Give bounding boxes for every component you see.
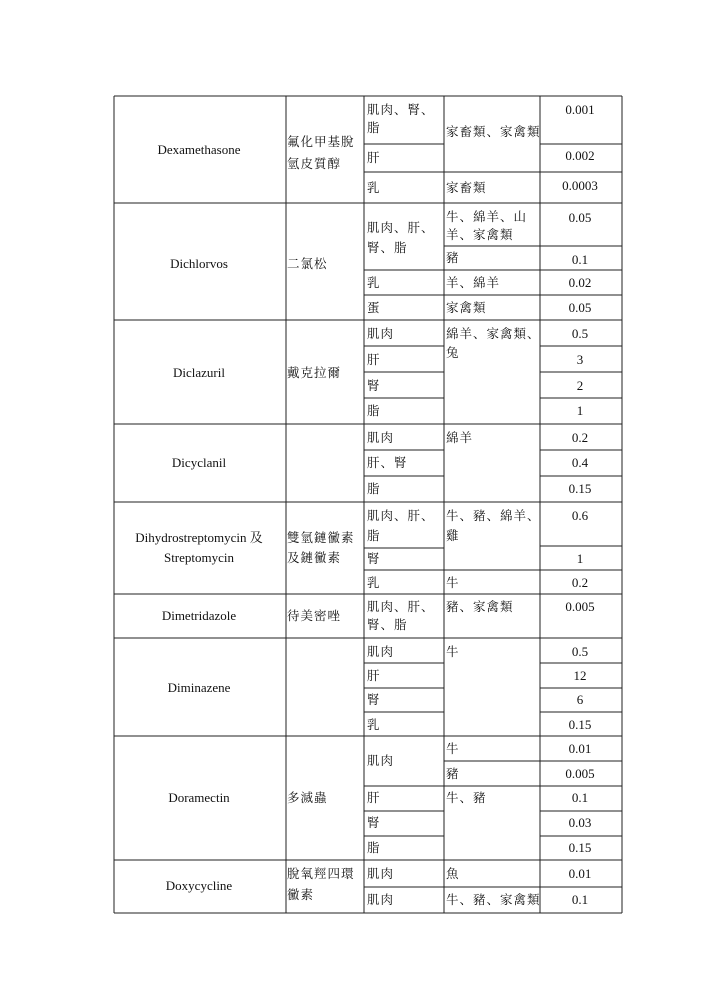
tissue-cell: 肌肉、肝、 (367, 508, 435, 523)
drug-name-zh: 二氯松 (287, 256, 328, 271)
mrl-value: 0.01 (568, 866, 592, 881)
species-cell: 家禽類 (446, 300, 487, 315)
mrl-value: 1 (576, 403, 584, 418)
drug-name-zh: 戴克拉爾 (287, 365, 342, 380)
mrl-value: 0.1 (571, 252, 589, 267)
tissue-cell: 脂 (367, 120, 381, 135)
mrl-value: 0.0003 (562, 178, 598, 193)
mrl-value: 0.005 (565, 766, 595, 781)
drug-name: Streptomycin (163, 550, 235, 565)
tissue-cell: 肌肉 (367, 430, 395, 445)
species-cell: 牛 (446, 644, 460, 659)
mrl-value: 0.002 (565, 148, 595, 163)
drug-name: Doxycycline (165, 878, 233, 893)
tissue-cell: 腎 (367, 378, 381, 393)
tissue-cell: 肌肉、肝、 (367, 220, 435, 235)
mrl-value: 0.5 (571, 644, 589, 659)
species-cell: 牛、豬 (446, 790, 487, 805)
drug-name-zh: 黴素 (287, 887, 315, 902)
tissue-cell: 脂 (367, 528, 381, 543)
tissue-cell: 乳 (367, 717, 381, 732)
mrl-value: 12 (573, 668, 587, 683)
mrl-value: 0.001 (565, 102, 595, 117)
tissue-cell: 乳 (367, 180, 381, 195)
tissue-cell: 肌肉、肝、 (367, 599, 435, 614)
mrl-value: 0.15 (568, 840, 592, 855)
mrl-value: 0.1 (571, 790, 589, 805)
drug-name-zh: 氫皮質醇 (287, 156, 342, 171)
tissue-cell: 乳 (367, 575, 381, 590)
tissue-cell: 肌肉 (367, 326, 395, 341)
mrl-value: 0.15 (568, 717, 592, 732)
species-cell: 豬 (446, 250, 460, 265)
drug-name: Dichlorvos (170, 256, 228, 271)
drug-name-zh: 及鏈黴素 (287, 550, 342, 565)
tissue-cell: 腎 (367, 815, 381, 830)
drug-name: Doramectin (168, 790, 230, 805)
drug-name-zh: 氟化甲基脫 (287, 134, 355, 149)
tissue-cell: 腎、脂 (367, 240, 408, 255)
mrl-value: 3 (576, 352, 584, 367)
tissue-cell: 肝 (367, 790, 381, 805)
species-cell: 羊、綿羊 (446, 275, 501, 290)
mrl-value: 2 (576, 378, 584, 393)
drug-name: Dexamethasone (157, 142, 241, 157)
species-cell: 豬、家禽類 (446, 599, 514, 614)
species-cell: 家畜類、家禽類 (446, 124, 541, 139)
tissue-cell: 肝 (367, 668, 381, 683)
drug-name-zh: 雙氫鏈黴素 (287, 530, 355, 545)
mrl-value: 0.05 (568, 210, 592, 225)
species-cell: 豬 (446, 766, 460, 781)
drug-name: Dicyclanil (171, 455, 227, 470)
tissue-cell: 乳 (367, 275, 381, 290)
species-cell: 牛、豬、綿羊、 (446, 508, 541, 523)
mrl-value: 0.005 (565, 599, 595, 614)
drug-name-zh: 待美密唑 (287, 608, 342, 623)
drug-name: Diminazene (167, 680, 231, 695)
tissue-cell: 肝 (367, 150, 381, 165)
species-cell: 家畜類 (446, 180, 487, 195)
species-cell: 牛 (446, 575, 460, 590)
drug-name: Dihydrostreptomycin 及 (135, 530, 263, 545)
mrl-value: 0.1 (571, 892, 589, 907)
tissue-cell: 肌肉 (367, 753, 395, 768)
tissue-cell: 腎 (367, 692, 381, 707)
drug-name: Diclazuril (173, 365, 225, 380)
mrl-value: 0.15 (568, 481, 592, 496)
mrl-value: 0.2 (571, 430, 589, 445)
mrl-value: 0.01 (568, 741, 592, 756)
species-cell: 兔 (446, 345, 460, 360)
species-cell: 雞 (446, 528, 460, 543)
mrl-value: 0.4 (571, 455, 589, 470)
tissue-cell: 肌肉 (367, 644, 395, 659)
tissue-cell: 脂 (367, 840, 381, 855)
tissue-cell: 肝 (367, 352, 381, 367)
mrl-value: 0.02 (568, 275, 592, 290)
mrl-value: 0.2 (571, 575, 589, 590)
species-cell: 魚 (446, 866, 460, 881)
tissue-cell: 腎 (367, 551, 381, 566)
mrl-value: 0.5 (571, 326, 589, 341)
tissue-cell: 腎、脂 (367, 617, 408, 632)
species-cell: 牛 (446, 741, 460, 756)
drug-name-zh: 多滅蟲 (287, 790, 328, 805)
drug-name: Dimetridazole (161, 608, 237, 623)
mrl-value: 0.6 (571, 508, 589, 523)
drug-name-zh: 脫氧羥四環 (287, 866, 355, 881)
tissue-cell: 脂 (367, 481, 381, 496)
tissue-cell: 肌肉、腎、 (367, 102, 435, 117)
mrl-value: 0.05 (568, 300, 592, 315)
species-cell: 綿羊 (446, 430, 474, 445)
species-cell: 羊、家禽類 (446, 227, 514, 242)
mrl-value: 6 (576, 692, 584, 707)
species-cell: 牛、豬、家禽類 (446, 892, 541, 907)
tissue-cell: 脂 (367, 403, 381, 418)
tissue-cell: 肝、腎 (367, 455, 408, 470)
tissue-cell: 肌肉 (367, 892, 395, 907)
tissue-cell: 蛋 (367, 300, 381, 315)
species-cell: 牛、綿羊、山 (446, 209, 528, 224)
species-cell: 綿羊、家禽類、 (446, 326, 541, 341)
tissue-cell: 肌肉 (367, 866, 395, 881)
mrl-value: 0.03 (568, 815, 592, 830)
mrl-value: 1 (576, 551, 584, 566)
